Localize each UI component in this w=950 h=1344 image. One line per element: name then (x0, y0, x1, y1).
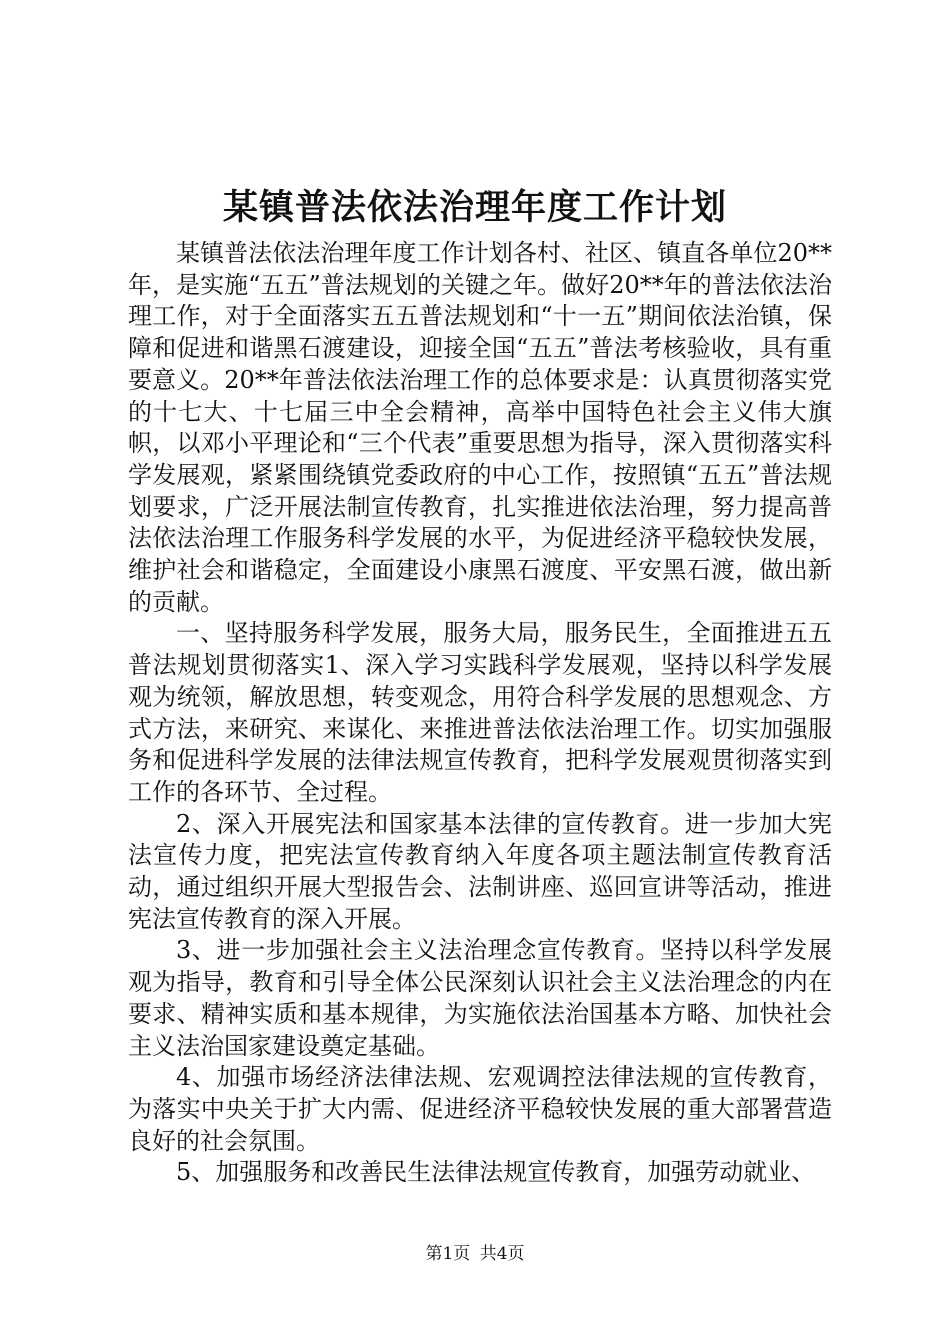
paragraph-item-5: 5、加强服务和改善民生法律法规宣传教育，加强劳动就业、 (176, 1158, 816, 1187)
page-footer (0, 1242, 950, 1266)
paragraph-intro: 某镇普法依法治理年度工作计划各村、社区、镇直各单位20**年，是实施“五五”普法规划的关键之年。做好20**年的普法依法治理工作，对于全面落实五五普法规划和“十一五”期间依法治镇，保障和促进和谐黑石渡建设，迎接全国“五五”普法考核验收，具有重要意义。20**年普法依法治理工作的总体要求是：认真贯彻落实党的十七大、十七届三中全会精神，高举中国特色社会主义伟大旗帜，以邓小平理论和“三个代表”重要思想为指导，深入贯彻落实科学发展观，紧紧围绕镇党委政府的中心工作，按照镇“五五”普法规划要求，广泛开展法制宣传教育，扎实推进依法治理，努力提高普法依法治理工作服务科学发展的水平，为促进经济平稳较快发展，维护社会和谐稳定，全面建设小康黑石渡度、平安黑石渡，做出新的贡献。 (128, 239, 832, 616)
document-body (128, 238, 832, 1189)
paragraph-item-4: 4、加强市场经济法律法规、宏观调控法律法规的宣传教育，为落实中央关于扩大内需、促进经济平稳较快发展的重大部署营造良好的社会氛围。 (128, 1063, 832, 1155)
paragraph-section-1: 一、坚持服务科学发展，服务大局，服务民生，全面推进五五普法规划贯彻落实1、深入学习实践科学发展观，坚持以科学发展观为统领，解放思想，转变观念，用符合科学发展的思想观念、方式方法，来研究、来谋化、来推进普法依法治理工作。切实加强服务和促进科学发展的法律法规宣传教育，把科学发展观贯彻落实到工作的各环节、全过程。 (128, 619, 832, 806)
page-total: 共4页 (479, 1244, 525, 1264)
document-title: 某镇普法依法治理年度工作计划 (222, 187, 727, 228)
paragraph-item-2: 2、深入开展宪法和国家基本法律的宣传教育。进一步加大宪法宣传力度，把宪法宣传教育纳入年度各项主题法制宣传教育活动，通过组织开展大型报告会、法制讲座、巡回宣讲等活动，推进宪法宣传教育的深入开展。 (128, 809, 832, 933)
paragraph-item-3: 3、进一步加强社会主义法治理念宣传教育。坚持以科学发展观为指导，教育和引导全体公民深刻认识社会主义法治理念的内在要求、精神实质和基本规律，为实施依法治国基本方略、加快社会主义法治国家建设奠定基础。 (128, 936, 832, 1060)
page-number: 第1页 (425, 1244, 471, 1264)
